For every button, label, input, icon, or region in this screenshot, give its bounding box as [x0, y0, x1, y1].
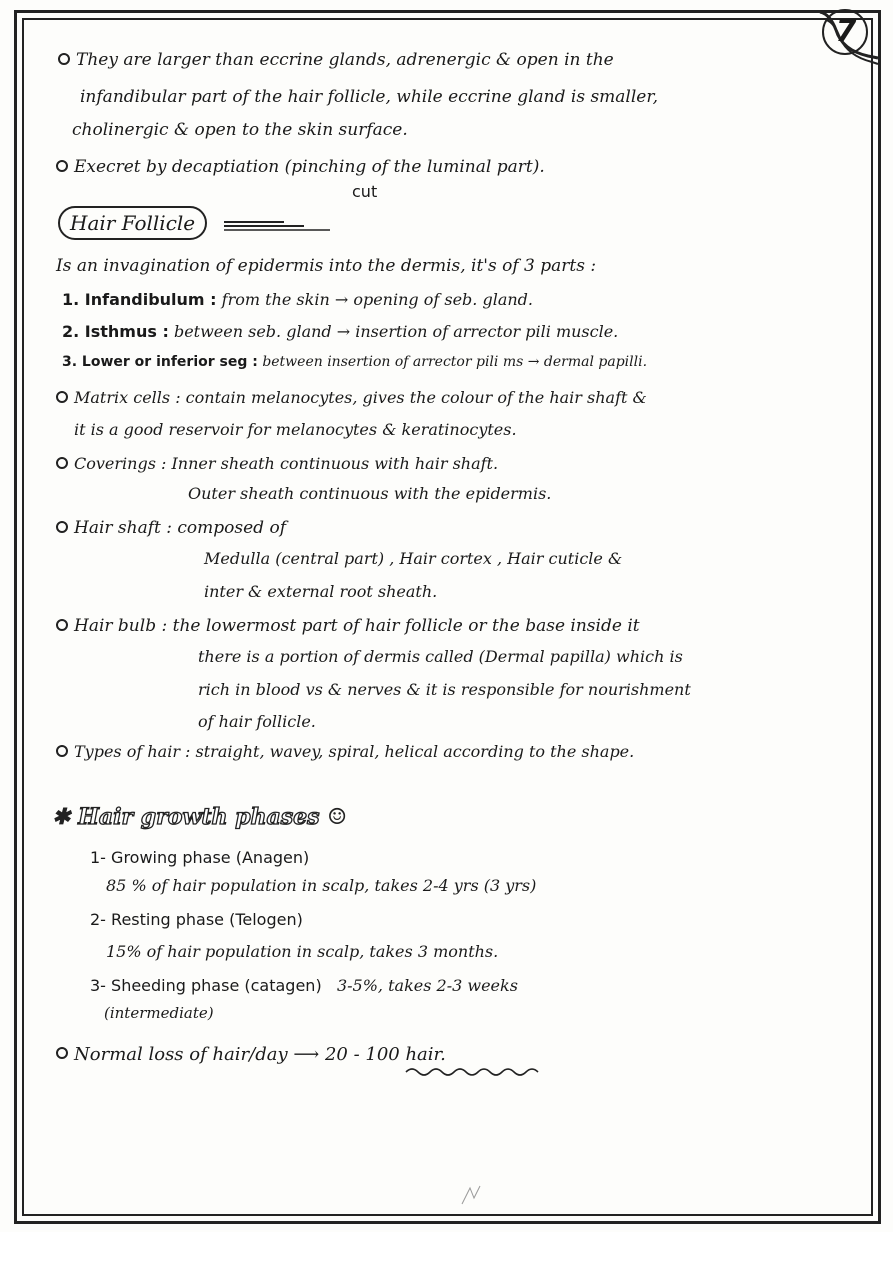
- follicle-part-2: 2. Isthmus : between seb. gland → insertion of arrector pili muscle.: [62, 322, 619, 341]
- bulb-line-1: Hair bulb : the lowermost part of hair follicle or the base inside it: [56, 616, 640, 636]
- phase-1-detail: 85 % of hair population in scalp, takes 2-4 yrs (3 yrs): [106, 876, 537, 895]
- note-line: They are larger than eccrine glands, adrenergic & open in the: [58, 50, 614, 70]
- bulb-line-4: of hair follicle.: [198, 712, 316, 731]
- bullet-icon: [56, 1047, 68, 1059]
- follicle-part-1: 1. Infandibulum : from the skin → opening of seb. gland.: [62, 290, 533, 309]
- ink-smudge-decoration: [456, 1180, 486, 1210]
- note-line: Execret by decaptiation (pinching of the luminal part).: [56, 157, 545, 177]
- shaft-line-1: Hair shaft : composed of: [56, 518, 286, 538]
- note-line: infandibular part of the hair follicle, while eccrine gland is smaller,: [80, 87, 659, 107]
- bullet-icon: [56, 745, 68, 757]
- bulb-line-3: rich in blood vs & nerves & it is responsible for nourishment: [198, 680, 691, 699]
- value-underline-squiggle: [404, 1064, 544, 1078]
- shaft-line-3: inter & external root sheath.: [204, 582, 438, 601]
- phase-3-note: (intermediate): [104, 1004, 214, 1022]
- coverings-line-2: Outer sheath continuous with the epidermis.: [188, 484, 552, 503]
- note-line: cholinergic & open to the skin surface.: [72, 120, 408, 140]
- bullet-icon: [58, 53, 70, 65]
- follicle-intro: Is an invagination of epidermis into the dermis, it's of 3 parts :: [56, 256, 597, 276]
- types-of-hair: Types of hair : straight, wavey, spiral, helical according to the shape.: [56, 742, 634, 761]
- section-title-hair-follicle: Hair Follicle: [58, 206, 207, 240]
- phase-3: 3- Sheeding phase (catagen) 3-5%, takes 2-3 weeks: [90, 976, 518, 995]
- normal-loss: Normal loss of hair/day ⟶ 20 - 100 hair.: [56, 1044, 446, 1065]
- smiley-icon: ☺: [327, 804, 347, 830]
- shaft-line-2: Medulla (central part) , Hair cortex , Hair cuticle &: [204, 549, 623, 568]
- title-underline-decoration: [224, 219, 334, 233]
- bullet-icon: [56, 391, 68, 403]
- matrix-line-2: it is a good reservoir for melanocytes & keratinocytes.: [74, 420, 517, 439]
- follicle-part-3: 3. Lower or inferior seg : between insertion of arrector pili ms → dermal papilli.: [62, 354, 648, 370]
- phase-1-title: 1- Growing phase (Anagen): [90, 848, 310, 867]
- section-title-hair-growth: ✱ Hair growth phases ☺: [52, 804, 347, 830]
- bullet-icon: [56, 457, 68, 469]
- page-number: 7: [835, 14, 857, 49]
- arrow-icon: ⟶: [293, 1044, 320, 1065]
- page-bottom-margin: [0, 1232, 893, 1263]
- phase-2-title: 2- Resting phase (Telogen): [90, 910, 303, 929]
- coverings-line-1: Coverings : Inner sheath continuous with hair shaft.: [56, 454, 498, 473]
- bullet-icon: [56, 160, 68, 172]
- annotation-cut: cut: [352, 182, 378, 201]
- phase-2-detail: 15% of hair population in scalp, takes 3 months.: [106, 942, 499, 961]
- bullet-icon: [56, 521, 68, 533]
- matrix-line-1: Matrix cells : contain melanocytes, gives the colour of the hair shaft &: [56, 388, 647, 407]
- bulb-line-2: there is a portion of dermis called (Dermal papilla) which is: [198, 647, 683, 666]
- bullet-icon: [56, 619, 68, 631]
